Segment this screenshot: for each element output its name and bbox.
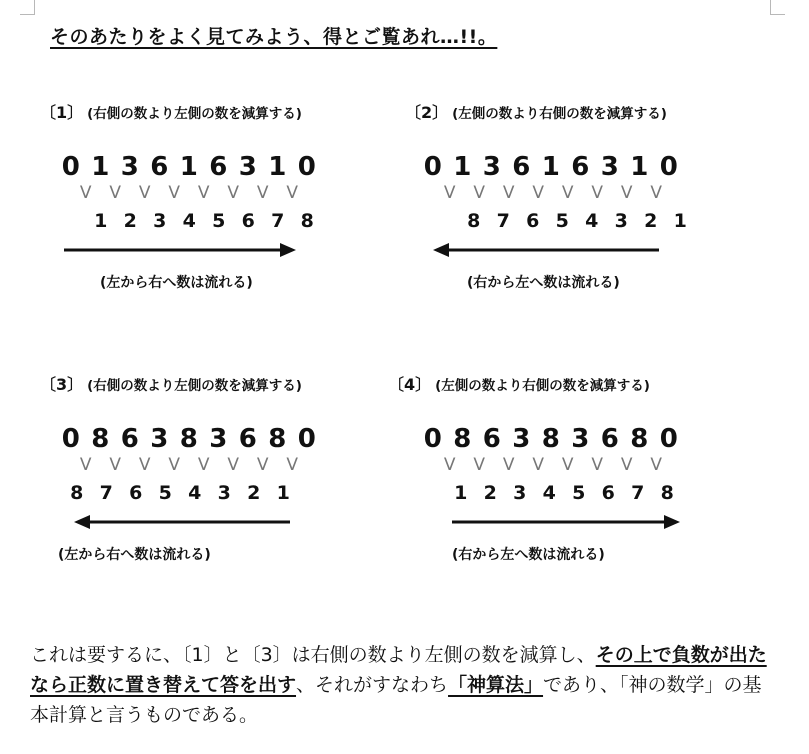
flow-label: (左から右へ数は流れる) <box>58 547 211 563</box>
v-mark-row <box>71 455 307 475</box>
panel-number: 〔2〕 <box>405 103 449 122</box>
bottom-digit: 7 <box>631 482 645 504</box>
bottom-digit: 5 <box>212 210 226 232</box>
top-digit: 3 <box>209 424 228 454</box>
bottom-digit: 8 <box>300 210 314 232</box>
v-mark: V <box>197 455 210 475</box>
v-mark: V <box>256 183 269 203</box>
bottom-digit: 2 <box>483 482 497 504</box>
v-mark: V <box>650 455 663 475</box>
top-digit: 3 <box>482 152 501 182</box>
top-digit: 3 <box>120 152 139 182</box>
bottom-digit: 7 <box>99 482 113 504</box>
bottom-digit: 8 <box>660 482 674 504</box>
v-mark: V <box>502 183 515 203</box>
bottom-digit: 5 <box>555 210 569 232</box>
v-mark: V <box>256 455 269 475</box>
panel-description: (左側の数より右側の数を減算する) <box>435 378 650 394</box>
v-mark: V <box>443 455 456 475</box>
conclusion-emphasis: その上で負数が出たなら正数に置き替えて答を出す <box>30 644 767 696</box>
flow-label: (右から左へ数は流れる) <box>467 275 620 291</box>
conclusion-emphasis-term: 「神算法」 <box>448 674 544 696</box>
corner-mark-left <box>20 0 35 15</box>
bottom-digit: 6 <box>241 210 255 232</box>
conclusion-paragraph <box>30 640 780 730</box>
top-digit: 6 <box>512 152 531 182</box>
top-digit: 1 <box>630 152 649 182</box>
v-mark: V <box>591 455 604 475</box>
top-digit: 0 <box>61 424 80 454</box>
v-mark: V <box>138 455 151 475</box>
arrow-left-icon <box>431 240 671 260</box>
top-digit: 1 <box>179 152 198 182</box>
v-mark: V <box>109 455 122 475</box>
v-mark-row <box>435 455 671 475</box>
top-digit: 8 <box>630 424 649 454</box>
conclusion-text: 、それがすなわち <box>296 674 449 696</box>
bottom-digit: 4 <box>188 482 202 504</box>
v-mark: V <box>532 183 545 203</box>
bottom-digit: 3 <box>217 482 231 504</box>
top-digit: 0 <box>659 424 678 454</box>
bottom-digit-row <box>446 482 682 504</box>
bottom-digit: 1 <box>276 482 290 504</box>
bottom-digit: 4 <box>182 210 196 232</box>
top-digit: 0 <box>423 152 442 182</box>
bottom-digit: 8 <box>70 482 84 504</box>
v-mark: V <box>286 455 299 475</box>
v-mark: V <box>79 455 92 475</box>
flow-label: (左から右へ数は流れる) <box>100 275 253 291</box>
v-mark: V <box>227 183 240 203</box>
top-digit: 6 <box>238 424 257 454</box>
arrow-left-icon <box>72 512 312 532</box>
top-digit: 6 <box>482 424 501 454</box>
v-mark: V <box>473 183 486 203</box>
v-mark: V <box>620 183 633 203</box>
top-digit: 0 <box>297 424 316 454</box>
page-title: そのあたりをよく見てみよう、得とご覧あれ…!!。 <box>50 26 498 48</box>
bottom-digit: 2 <box>644 210 658 232</box>
top-digit: 1 <box>268 152 287 182</box>
conclusion-text: であり、「神の数学」の基本計算と言うものである。 <box>30 674 762 726</box>
v-mark: V <box>561 183 574 203</box>
top-digit: 3 <box>512 424 531 454</box>
corner-mark-right <box>770 0 785 15</box>
panel-number: 〔4〕 <box>388 375 432 394</box>
bottom-digit: 2 <box>123 210 137 232</box>
top-digit-row <box>56 424 322 454</box>
top-digit: 6 <box>600 424 619 454</box>
top-digit: 8 <box>268 424 287 454</box>
panel-heading <box>40 372 302 395</box>
v-mark: V <box>227 455 240 475</box>
v-mark: V <box>79 183 92 203</box>
v-mark: V <box>650 183 663 203</box>
top-digit: 8 <box>91 424 110 454</box>
panel-description: (右側の数より左側の数を減算する) <box>87 378 302 394</box>
v-mark: V <box>473 455 486 475</box>
bottom-digit: 8 <box>467 210 481 232</box>
top-digit: 0 <box>659 152 678 182</box>
top-digit: 3 <box>600 152 619 182</box>
bottom-digit: 1 <box>94 210 108 232</box>
v-mark: V <box>286 183 299 203</box>
bottom-digit: 4 <box>585 210 599 232</box>
top-digit: 6 <box>150 152 169 182</box>
panel-heading <box>405 100 667 123</box>
bottom-digit: 1 <box>454 482 468 504</box>
top-digit: 6 <box>209 152 228 182</box>
panel-description: (左側の数より右側の数を減算する) <box>452 106 667 122</box>
v-mark-row <box>435 183 671 203</box>
panel-1 <box>40 100 400 320</box>
top-digit: 1 <box>91 152 110 182</box>
v-mark-row <box>71 183 307 203</box>
bottom-digit: 4 <box>542 482 556 504</box>
bottom-digit-row <box>62 482 298 504</box>
panel-heading <box>40 100 302 123</box>
panel-4 <box>388 372 748 592</box>
panel-2 <box>405 100 765 320</box>
arrow-right-icon <box>62 240 302 260</box>
panel-heading <box>388 372 650 395</box>
v-mark: V <box>591 183 604 203</box>
bottom-digit: 6 <box>129 482 143 504</box>
bottom-digit: 3 <box>513 482 527 504</box>
conclusion-text: これは要するに、〔1〕と〔3〕は右側の数より左側の数を減算し、 <box>30 644 596 666</box>
bottom-digit: 7 <box>496 210 510 232</box>
v-mark: V <box>138 183 151 203</box>
bottom-digit: 6 <box>601 482 615 504</box>
bottom-digit: 1 <box>673 210 687 232</box>
bottom-digit: 2 <box>247 482 261 504</box>
bottom-digit: 6 <box>526 210 540 232</box>
bottom-digit: 5 <box>158 482 172 504</box>
panel-number: 〔3〕 <box>40 375 84 394</box>
top-digit: 8 <box>179 424 198 454</box>
top-digit: 3 <box>238 152 257 182</box>
flow-label: (右から左へ数は流れる) <box>452 547 605 563</box>
top-digit: 8 <box>541 424 560 454</box>
v-mark: V <box>502 455 515 475</box>
top-digit: 1 <box>453 152 472 182</box>
top-digit-row <box>56 152 322 182</box>
top-digit-row <box>418 152 684 182</box>
v-mark: V <box>168 183 181 203</box>
top-digit: 0 <box>61 152 80 182</box>
v-mark: V <box>109 183 122 203</box>
panel-description: (右側の数より左側の数を減算する) <box>87 106 302 122</box>
v-mark: V <box>561 455 574 475</box>
bottom-digit: 3 <box>614 210 628 232</box>
top-digit-row <box>418 424 684 454</box>
top-digit: 0 <box>423 424 442 454</box>
top-digit: 3 <box>150 424 169 454</box>
top-digit: 1 <box>541 152 560 182</box>
arrow-right-icon <box>450 512 690 532</box>
bottom-digit-row <box>459 210 695 232</box>
top-digit: 6 <box>571 152 590 182</box>
top-digit: 3 <box>571 424 590 454</box>
v-mark: V <box>620 455 633 475</box>
panel-3 <box>40 372 400 592</box>
bottom-digit: 3 <box>153 210 167 232</box>
top-digit: 6 <box>120 424 139 454</box>
v-mark: V <box>197 183 210 203</box>
bottom-digit: 5 <box>572 482 586 504</box>
panel-number: 〔1〕 <box>40 103 84 122</box>
top-digit: 8 <box>453 424 472 454</box>
top-digit: 0 <box>297 152 316 182</box>
bottom-digit: 7 <box>271 210 285 232</box>
bottom-digit-row <box>86 210 322 232</box>
v-mark: V <box>532 455 545 475</box>
v-mark: V <box>443 183 456 203</box>
v-mark: V <box>168 455 181 475</box>
